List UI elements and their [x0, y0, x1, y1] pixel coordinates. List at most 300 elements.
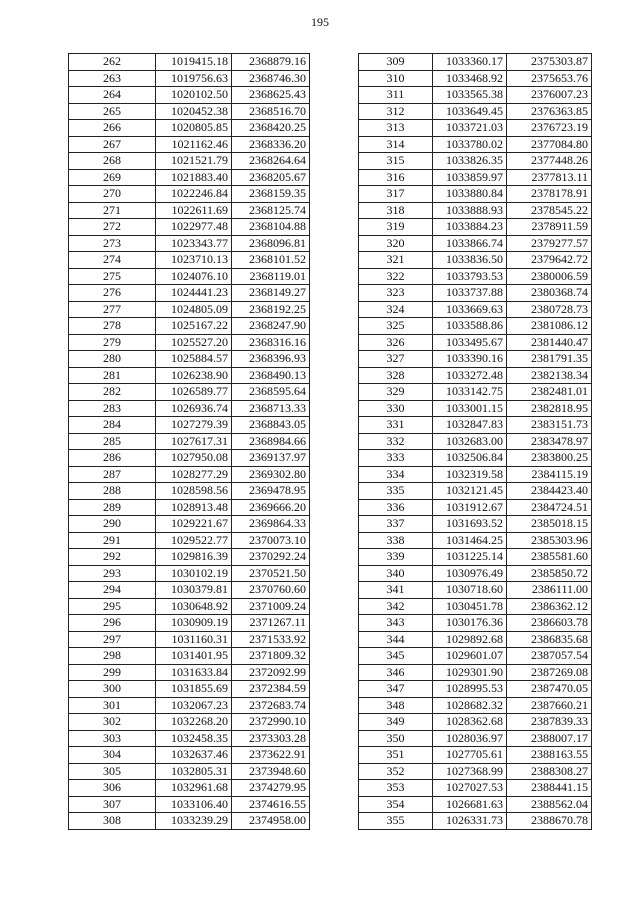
table-row — [69, 153, 310, 170]
x-coordinate-cell: 1031633.84 — [156, 664, 232, 681]
x-coordinate-cell: 1027279.39 — [156, 417, 232, 434]
y-coordinate-cell: 2385850.72 — [507, 565, 592, 582]
table-row — [359, 334, 592, 351]
x-coordinate-cell: 1030718.60 — [433, 582, 507, 599]
point-number-cell: 294 — [69, 582, 156, 599]
table-row — [359, 747, 592, 764]
table-row — [359, 565, 592, 582]
y-coordinate-cell: 2380368.74 — [507, 285, 592, 302]
x-coordinate-cell: 1022611.69 — [156, 202, 232, 219]
x-coordinate-cell: 1031160.31 — [156, 631, 232, 648]
table-row — [69, 631, 310, 648]
y-coordinate-cell: 2388562.04 — [507, 796, 592, 813]
x-coordinate-cell: 1021521.79 — [156, 153, 232, 170]
x-coordinate-cell: 1029816.39 — [156, 549, 232, 566]
table-row — [69, 169, 310, 186]
y-coordinate-cell: 2370521.50 — [232, 565, 310, 582]
table-row — [359, 202, 592, 219]
x-coordinate-cell: 1032458.35 — [156, 730, 232, 747]
x-coordinate-cell: 1030451.78 — [433, 598, 507, 615]
y-coordinate-cell: 2381086.12 — [507, 318, 592, 335]
point-number-cell: 285 — [69, 433, 156, 450]
y-coordinate-cell: 2378545.22 — [507, 202, 592, 219]
point-number-cell: 320 — [359, 235, 433, 252]
table-row — [69, 54, 310, 71]
x-coordinate-cell: 1030379.81 — [156, 582, 232, 599]
y-coordinate-cell: 2368149.27 — [232, 285, 310, 302]
point-number-cell: 355 — [359, 813, 433, 830]
point-number-cell: 274 — [69, 252, 156, 269]
x-coordinate-cell: 1032121.45 — [433, 483, 507, 500]
y-coordinate-cell: 2371809.32 — [232, 648, 310, 665]
point-number-cell: 336 — [359, 499, 433, 516]
table-row — [359, 483, 592, 500]
y-coordinate-cell: 2387057.54 — [507, 648, 592, 665]
point-number-cell: 339 — [359, 549, 433, 566]
point-number-cell: 269 — [69, 169, 156, 186]
x-coordinate-cell: 1033669.63 — [433, 301, 507, 318]
point-number-cell: 314 — [359, 136, 433, 153]
point-number-cell: 293 — [69, 565, 156, 582]
point-number-cell: 332 — [359, 433, 433, 450]
point-number-cell: 341 — [359, 582, 433, 599]
table-row — [359, 631, 592, 648]
x-coordinate-cell: 1028598.56 — [156, 483, 232, 500]
table-row — [359, 400, 592, 417]
y-coordinate-cell: 2382138.34 — [507, 367, 592, 384]
x-coordinate-cell: 1031693.52 — [433, 516, 507, 533]
y-coordinate-cell: 2368264.64 — [232, 153, 310, 170]
y-coordinate-cell: 2374958.00 — [232, 813, 310, 830]
x-coordinate-cell: 1030648.92 — [156, 598, 232, 615]
y-coordinate-cell: 2384724.51 — [507, 499, 592, 516]
y-coordinate-cell: 2377448.26 — [507, 153, 592, 170]
point-number-cell: 272 — [69, 219, 156, 236]
y-coordinate-cell: 2368625.43 — [232, 87, 310, 104]
table-row — [69, 235, 310, 252]
x-coordinate-cell: 1033272.48 — [433, 367, 507, 384]
point-number-cell: 342 — [359, 598, 433, 615]
x-coordinate-cell: 1032268.20 — [156, 714, 232, 731]
x-coordinate-cell: 1032067.23 — [156, 697, 232, 714]
table-row — [359, 813, 592, 830]
table-row — [359, 103, 592, 120]
table-row — [69, 318, 310, 335]
table-row — [69, 433, 310, 450]
y-coordinate-cell: 2378911.59 — [507, 219, 592, 236]
x-coordinate-cell: 1032683.00 — [433, 433, 507, 450]
table-row — [359, 615, 592, 632]
table-row — [359, 697, 592, 714]
point-number-cell: 352 — [359, 763, 433, 780]
y-coordinate-cell: 2368879.16 — [232, 54, 310, 71]
table-row — [69, 813, 310, 830]
x-coordinate-cell: 1032637.46 — [156, 747, 232, 764]
table-row — [359, 169, 592, 186]
point-number-cell: 322 — [359, 268, 433, 285]
x-coordinate-cell: 1033780.02 — [433, 136, 507, 153]
table-row — [69, 70, 310, 87]
y-coordinate-cell: 2368205.67 — [232, 169, 310, 186]
point-number-cell: 351 — [359, 747, 433, 764]
table-row — [69, 664, 310, 681]
table-row — [69, 400, 310, 417]
point-number-cell: 303 — [69, 730, 156, 747]
x-coordinate-cell: 1033721.03 — [433, 120, 507, 137]
point-number-cell: 284 — [69, 417, 156, 434]
point-number-cell: 286 — [69, 450, 156, 467]
x-coordinate-cell: 1029522.77 — [156, 532, 232, 549]
y-coordinate-cell: 2388441.15 — [507, 780, 592, 797]
point-number-cell: 305 — [69, 763, 156, 780]
y-coordinate-cell: 2368490.13 — [232, 367, 310, 384]
y-coordinate-cell: 2375653.76 — [507, 70, 592, 87]
table-row — [69, 582, 310, 599]
table-row — [359, 549, 592, 566]
x-coordinate-cell: 1026936.74 — [156, 400, 232, 417]
x-coordinate-cell: 1033880.84 — [433, 186, 507, 203]
y-coordinate-cell: 2368595.64 — [232, 384, 310, 401]
x-coordinate-cell: 1025167.22 — [156, 318, 232, 335]
y-coordinate-cell: 2368746.30 — [232, 70, 310, 87]
table-row — [69, 714, 310, 731]
x-coordinate-cell: 1027027.53 — [433, 780, 507, 797]
x-coordinate-cell: 1026589.77 — [156, 384, 232, 401]
table-row — [359, 268, 592, 285]
point-number-cell: 326 — [359, 334, 433, 351]
point-number-cell: 347 — [359, 681, 433, 698]
x-coordinate-cell: 1021883.40 — [156, 169, 232, 186]
x-coordinate-cell: 1031912.67 — [433, 499, 507, 516]
y-coordinate-cell: 2369302.80 — [232, 466, 310, 483]
x-coordinate-cell: 1031464.25 — [433, 532, 507, 549]
y-coordinate-cell: 2381791.35 — [507, 351, 592, 368]
y-coordinate-cell: 2369864.33 — [232, 516, 310, 533]
table-row — [69, 697, 310, 714]
table-row — [69, 384, 310, 401]
x-coordinate-cell: 1031855.69 — [156, 681, 232, 698]
point-number-cell: 346 — [359, 664, 433, 681]
table-row — [69, 648, 310, 665]
y-coordinate-cell: 2388163.55 — [507, 747, 592, 764]
point-number-cell: 281 — [69, 367, 156, 384]
table-row — [69, 417, 310, 434]
y-coordinate-cell: 2369666.20 — [232, 499, 310, 516]
table-row — [359, 466, 592, 483]
y-coordinate-cell: 2372683.74 — [232, 697, 310, 714]
x-coordinate-cell: 1025884.57 — [156, 351, 232, 368]
y-coordinate-cell: 2372092.99 — [232, 664, 310, 681]
x-coordinate-cell: 1033884.23 — [433, 219, 507, 236]
y-coordinate-cell: 2388308.27 — [507, 763, 592, 780]
table-row — [359, 532, 592, 549]
y-coordinate-cell: 2387269.08 — [507, 664, 592, 681]
y-coordinate-cell: 2372990.10 — [232, 714, 310, 731]
y-coordinate-cell: 2368420.25 — [232, 120, 310, 137]
x-coordinate-cell: 1033793.53 — [433, 268, 507, 285]
point-number-cell: 317 — [359, 186, 433, 203]
table-row — [69, 136, 310, 153]
y-coordinate-cell: 2371009.24 — [232, 598, 310, 615]
x-coordinate-cell: 1033866.74 — [433, 235, 507, 252]
y-coordinate-cell: 2384115.19 — [507, 466, 592, 483]
y-coordinate-cell: 2384423.40 — [507, 483, 592, 500]
table-row — [359, 153, 592, 170]
x-coordinate-cell: 1030909.19 — [156, 615, 232, 632]
point-number-cell: 349 — [359, 714, 433, 731]
table-row — [69, 763, 310, 780]
table-row — [359, 417, 592, 434]
point-number-cell: 270 — [69, 186, 156, 203]
x-coordinate-cell: 1033495.67 — [433, 334, 507, 351]
table-row — [359, 351, 592, 368]
y-coordinate-cell: 2370073.10 — [232, 532, 310, 549]
point-number-cell: 308 — [69, 813, 156, 830]
y-coordinate-cell: 2368336.20 — [232, 136, 310, 153]
table-row — [359, 763, 592, 780]
table-row — [359, 120, 592, 137]
y-coordinate-cell: 2377813.11 — [507, 169, 592, 186]
point-number-cell: 262 — [69, 54, 156, 71]
table-row — [69, 549, 310, 566]
x-coordinate-cell: 1027705.61 — [433, 747, 507, 764]
y-coordinate-cell: 2386835.68 — [507, 631, 592, 648]
point-number-cell: 304 — [69, 747, 156, 764]
x-coordinate-cell: 1024441.23 — [156, 285, 232, 302]
x-coordinate-cell: 1029221.67 — [156, 516, 232, 533]
x-coordinate-cell: 1033588.86 — [433, 318, 507, 335]
point-number-cell: 350 — [359, 730, 433, 747]
table-row — [359, 730, 592, 747]
y-coordinate-cell: 2386603.78 — [507, 615, 592, 632]
table-row — [69, 516, 310, 533]
x-coordinate-cell: 1022977.48 — [156, 219, 232, 236]
y-coordinate-cell: 2383800.25 — [507, 450, 592, 467]
x-coordinate-cell: 1020805.85 — [156, 120, 232, 137]
y-coordinate-cell: 2385303.96 — [507, 532, 592, 549]
y-coordinate-cell: 2388007.17 — [507, 730, 592, 747]
table-row — [69, 681, 310, 698]
table-row — [69, 351, 310, 368]
x-coordinate-cell: 1030102.19 — [156, 565, 232, 582]
y-coordinate-cell: 2370292.24 — [232, 549, 310, 566]
x-coordinate-cell: 1030976.49 — [433, 565, 507, 582]
point-number-cell: 301 — [69, 697, 156, 714]
point-number-cell: 325 — [359, 318, 433, 335]
x-coordinate-cell: 1033239.29 — [156, 813, 232, 830]
point-number-cell: 297 — [69, 631, 156, 648]
table-row — [69, 202, 310, 219]
y-coordinate-cell: 2387839.33 — [507, 714, 592, 731]
point-number-cell: 313 — [359, 120, 433, 137]
point-number-cell: 343 — [359, 615, 433, 632]
point-number-cell: 267 — [69, 136, 156, 153]
point-number-cell: 278 — [69, 318, 156, 335]
table-row — [69, 367, 310, 384]
table-row — [359, 714, 592, 731]
x-coordinate-cell: 1033360.17 — [433, 54, 507, 71]
x-coordinate-cell: 1031401.95 — [156, 648, 232, 665]
x-coordinate-cell: 1020102.50 — [156, 87, 232, 104]
point-number-cell: 287 — [69, 466, 156, 483]
y-coordinate-cell: 2383151.73 — [507, 417, 592, 434]
y-coordinate-cell: 2368192.25 — [232, 301, 310, 318]
table-row — [69, 615, 310, 632]
y-coordinate-cell: 2368843.05 — [232, 417, 310, 434]
point-number-cell: 309 — [359, 54, 433, 71]
point-number-cell: 263 — [69, 70, 156, 87]
table-row — [69, 532, 310, 549]
table-row — [359, 285, 592, 302]
y-coordinate-cell: 2368119.01 — [232, 268, 310, 285]
y-coordinate-cell: 2373948.60 — [232, 763, 310, 780]
table-row — [359, 681, 592, 698]
x-coordinate-cell: 1026238.90 — [156, 367, 232, 384]
x-coordinate-cell: 1033565.38 — [433, 87, 507, 104]
point-number-cell: 321 — [359, 252, 433, 269]
table-row — [69, 120, 310, 137]
coordinates-table-right — [358, 53, 592, 830]
point-number-cell: 335 — [359, 483, 433, 500]
x-coordinate-cell: 1033859.97 — [433, 169, 507, 186]
table-row — [359, 219, 592, 236]
table-row — [69, 483, 310, 500]
point-number-cell: 295 — [69, 598, 156, 615]
point-number-cell: 345 — [359, 648, 433, 665]
x-coordinate-cell: 1032847.83 — [433, 417, 507, 434]
y-coordinate-cell: 2386362.12 — [507, 598, 592, 615]
x-coordinate-cell: 1033142.75 — [433, 384, 507, 401]
x-coordinate-cell: 1033649.45 — [433, 103, 507, 120]
point-number-cell: 319 — [359, 219, 433, 236]
x-coordinate-cell: 1033390.16 — [433, 351, 507, 368]
table-row — [359, 301, 592, 318]
y-coordinate-cell: 2369478.95 — [232, 483, 310, 500]
table-row — [69, 780, 310, 797]
point-number-cell: 268 — [69, 153, 156, 170]
point-number-cell: 273 — [69, 235, 156, 252]
x-coordinate-cell: 1019756.63 — [156, 70, 232, 87]
y-coordinate-cell: 2371267.11 — [232, 615, 310, 632]
y-coordinate-cell: 2388670.78 — [507, 813, 592, 830]
point-number-cell: 334 — [359, 466, 433, 483]
y-coordinate-cell: 2368396.93 — [232, 351, 310, 368]
point-number-cell: 283 — [69, 400, 156, 417]
y-coordinate-cell: 2379642.72 — [507, 252, 592, 269]
y-coordinate-cell: 2368316.16 — [232, 334, 310, 351]
y-coordinate-cell: 2383478.97 — [507, 433, 592, 450]
point-number-cell: 310 — [359, 70, 433, 87]
point-number-cell: 275 — [69, 268, 156, 285]
y-coordinate-cell: 2368104.88 — [232, 219, 310, 236]
table-row — [359, 87, 592, 104]
table-row — [69, 285, 310, 302]
y-coordinate-cell: 2381440.47 — [507, 334, 592, 351]
y-coordinate-cell: 2370760.60 — [232, 582, 310, 599]
point-number-cell: 277 — [69, 301, 156, 318]
y-coordinate-cell: 2373303.28 — [232, 730, 310, 747]
y-coordinate-cell: 2368125.74 — [232, 202, 310, 219]
point-number-cell: 265 — [69, 103, 156, 120]
y-coordinate-cell: 2386111.00 — [507, 582, 592, 599]
y-coordinate-cell: 2387470.05 — [507, 681, 592, 698]
table-row — [359, 664, 592, 681]
point-number-cell: 302 — [69, 714, 156, 731]
y-coordinate-cell: 2369137.97 — [232, 450, 310, 467]
table-row — [359, 318, 592, 335]
table-row — [359, 516, 592, 533]
y-coordinate-cell: 2382818.95 — [507, 400, 592, 417]
point-number-cell: 292 — [69, 549, 156, 566]
y-coordinate-cell: 2376723.19 — [507, 120, 592, 137]
x-coordinate-cell: 1027368.99 — [433, 763, 507, 780]
table-row — [359, 367, 592, 384]
x-coordinate-cell: 1029601.07 — [433, 648, 507, 665]
point-number-cell: 315 — [359, 153, 433, 170]
y-coordinate-cell: 2378178.91 — [507, 186, 592, 203]
y-coordinate-cell: 2380728.73 — [507, 301, 592, 318]
y-coordinate-cell: 2368713.33 — [232, 400, 310, 417]
table-row — [69, 334, 310, 351]
x-coordinate-cell: 1028995.53 — [433, 681, 507, 698]
y-coordinate-cell: 2368159.35 — [232, 186, 310, 203]
x-coordinate-cell: 1027617.31 — [156, 433, 232, 450]
y-coordinate-cell: 2374279.95 — [232, 780, 310, 797]
x-coordinate-cell: 1029301.90 — [433, 664, 507, 681]
point-number-cell: 311 — [359, 87, 433, 104]
table-row — [359, 582, 592, 599]
x-coordinate-cell: 1019415.18 — [156, 54, 232, 71]
point-number-cell: 328 — [359, 367, 433, 384]
point-number-cell: 330 — [359, 400, 433, 417]
y-coordinate-cell: 2368516.70 — [232, 103, 310, 120]
x-coordinate-cell: 1021162.46 — [156, 136, 232, 153]
table-row — [359, 70, 592, 87]
x-coordinate-cell: 1027950.08 — [156, 450, 232, 467]
table-row — [359, 54, 592, 71]
point-number-cell: 316 — [359, 169, 433, 186]
y-coordinate-cell: 2376363.85 — [507, 103, 592, 120]
table-row — [359, 384, 592, 401]
x-coordinate-cell: 1022246.84 — [156, 186, 232, 203]
point-number-cell: 276 — [69, 285, 156, 302]
x-coordinate-cell: 1030176.36 — [433, 615, 507, 632]
x-coordinate-cell: 1024805.09 — [156, 301, 232, 318]
table-row — [359, 186, 592, 203]
x-coordinate-cell: 1028913.48 — [156, 499, 232, 516]
table-row — [359, 136, 592, 153]
x-coordinate-cell: 1028682.32 — [433, 697, 507, 714]
point-number-cell: 348 — [359, 697, 433, 714]
x-coordinate-cell: 1033826.35 — [433, 153, 507, 170]
point-number-cell: 329 — [359, 384, 433, 401]
point-number-cell: 264 — [69, 87, 156, 104]
x-coordinate-cell: 1033888.93 — [433, 202, 507, 219]
point-number-cell: 331 — [359, 417, 433, 434]
x-coordinate-cell: 1028362.68 — [433, 714, 507, 731]
point-number-cell: 324 — [359, 301, 433, 318]
table-row — [359, 796, 592, 813]
point-number-cell: 318 — [359, 202, 433, 219]
point-number-cell: 337 — [359, 516, 433, 533]
point-number-cell: 289 — [69, 499, 156, 516]
point-number-cell: 300 — [69, 681, 156, 698]
table-row — [69, 103, 310, 120]
table-row — [69, 565, 310, 582]
table-row — [359, 450, 592, 467]
table-row — [69, 219, 310, 236]
y-coordinate-cell: 2382481.01 — [507, 384, 592, 401]
